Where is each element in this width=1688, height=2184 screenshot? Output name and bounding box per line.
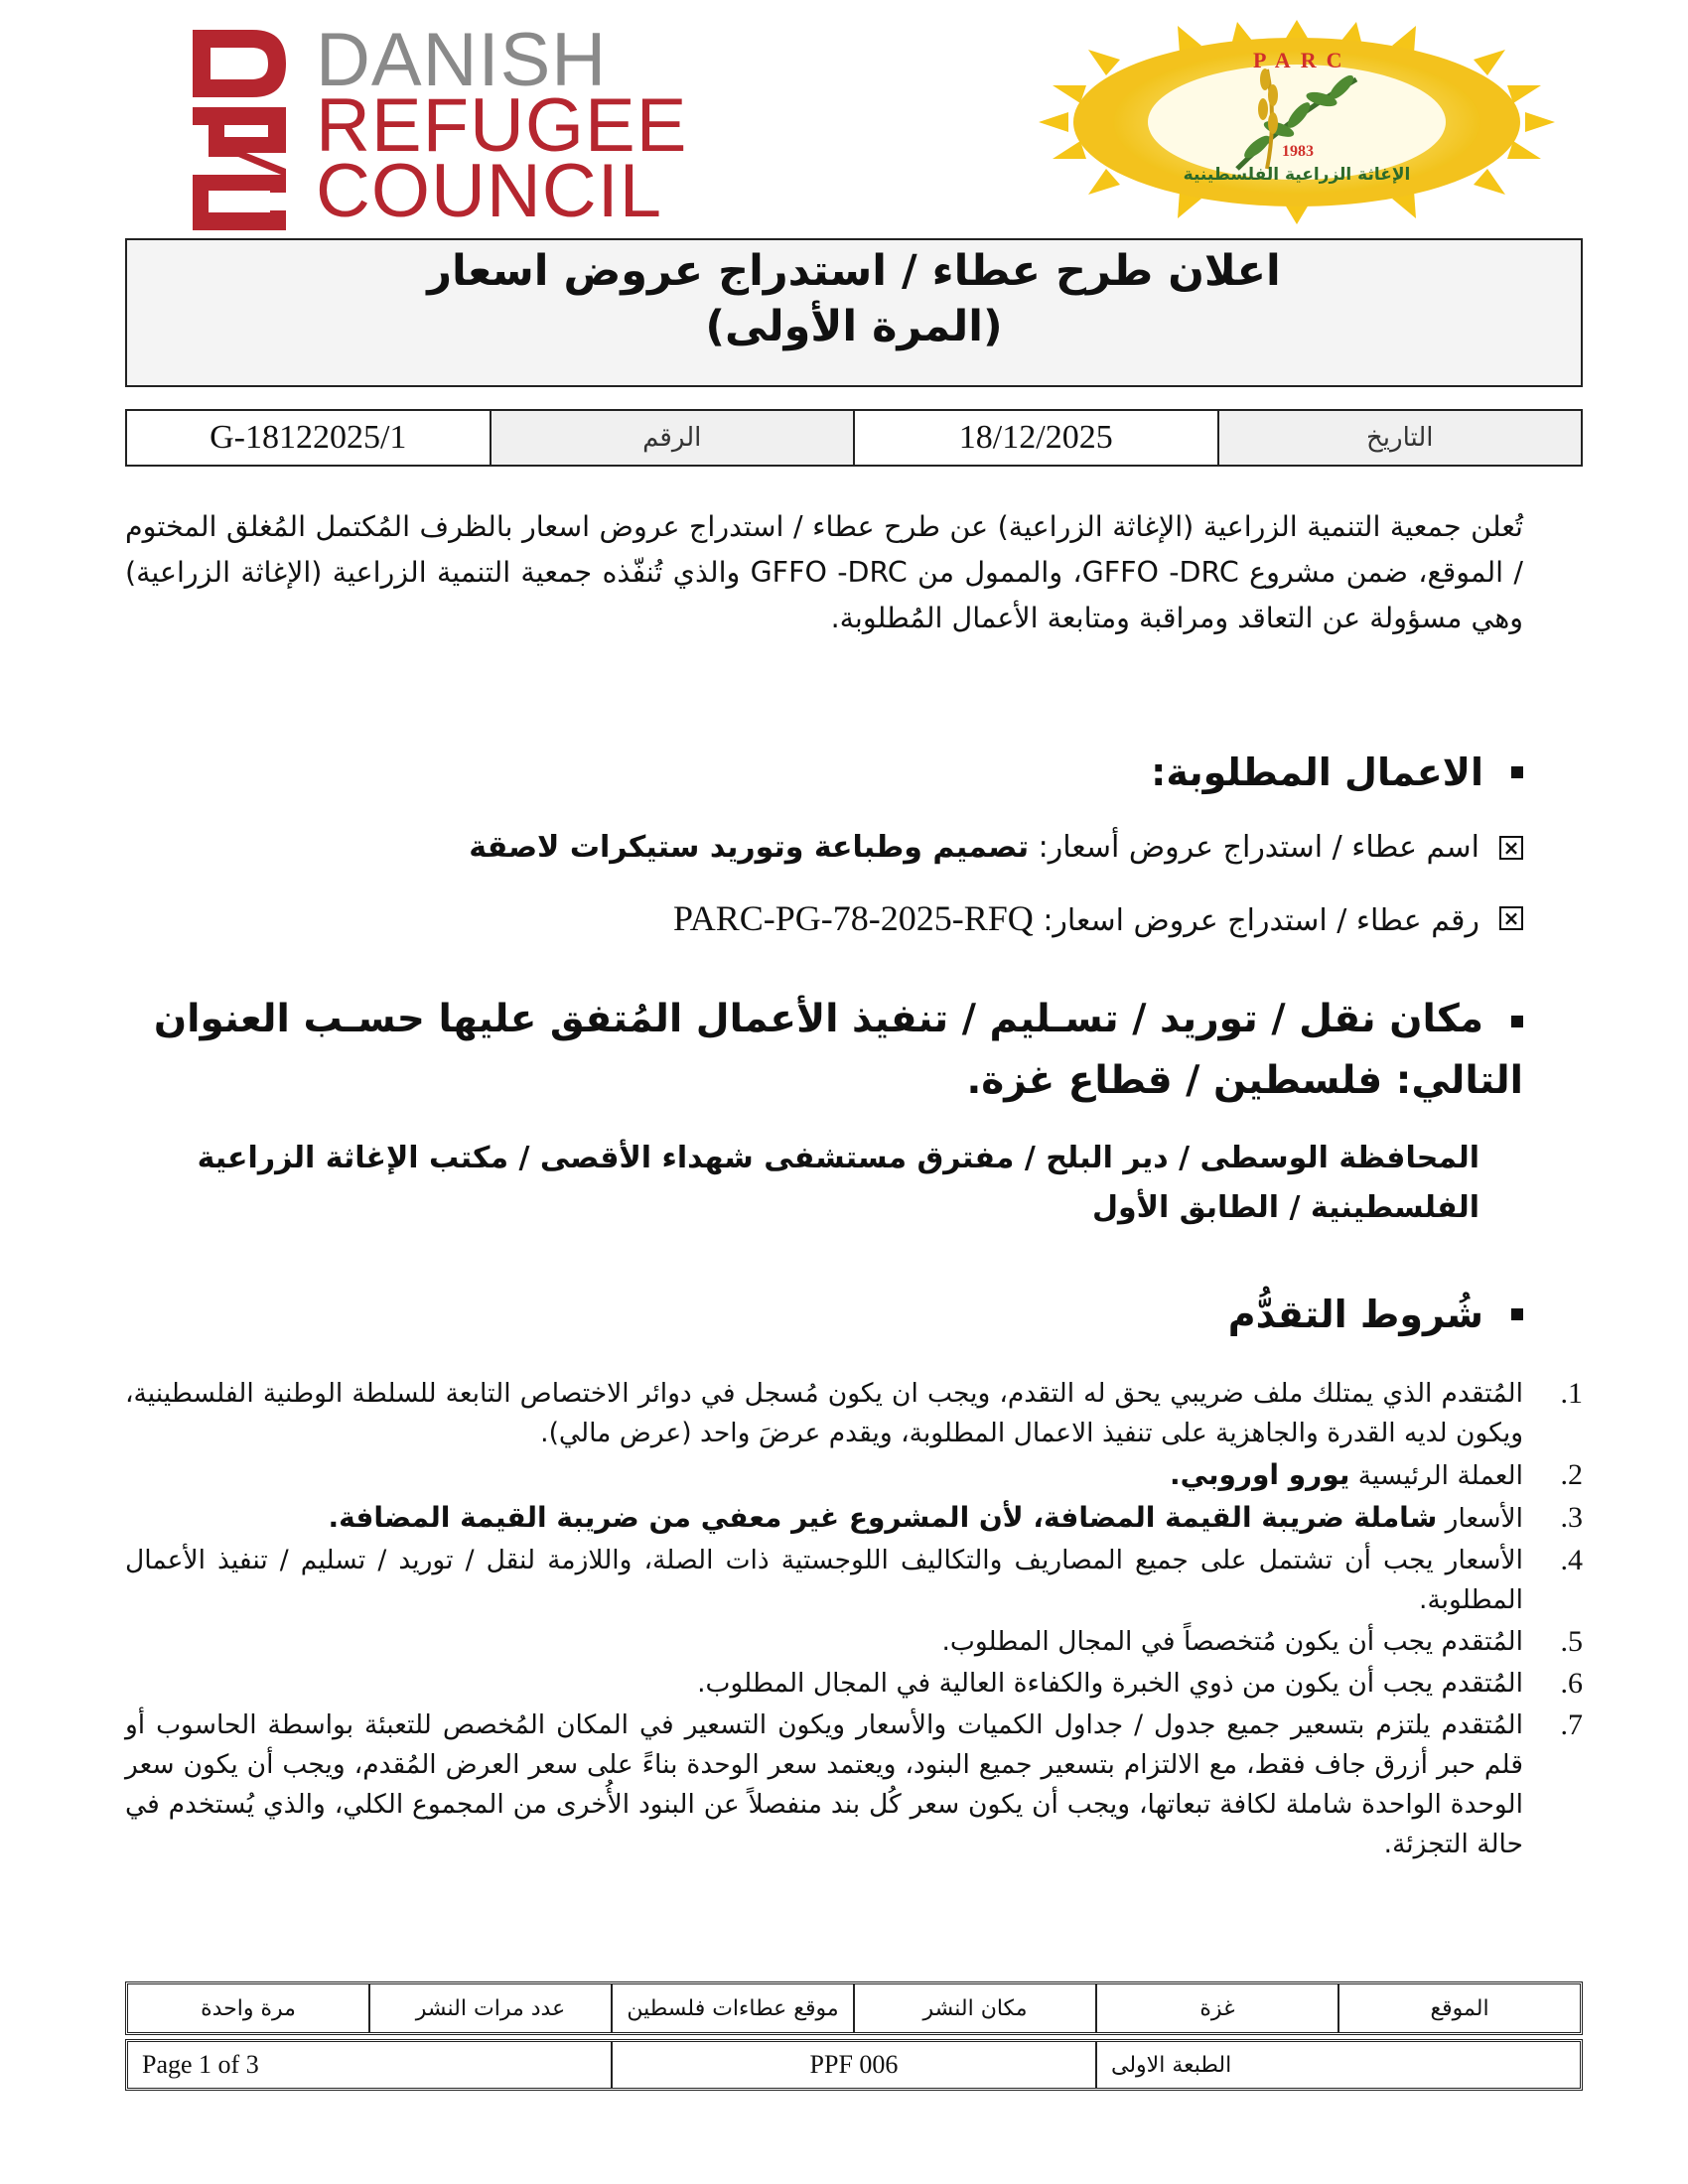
number-value: G-18122025/1 — [210, 419, 407, 456]
works-heading — [1151, 751, 1523, 794]
condition-item — [125, 1455, 1583, 1496]
condition-bold-text: يورو اوروبي. — [1170, 1458, 1350, 1491]
square-bullet-icon — [1511, 1016, 1523, 1027]
condition-text: العملة الرئيسية — [1349, 1460, 1523, 1491]
checkbox-icon: × — [1499, 836, 1523, 860]
drc-word-council: COUNCIL — [316, 149, 663, 233]
form-code: PPF 006 — [611, 2042, 1095, 2088]
parc-logo — [1029, 20, 1565, 224]
page-number: Page 1 of 3 — [142, 2050, 259, 2079]
works-heading-text: الاعمال المطلوبة: — [1151, 751, 1483, 794]
announcement-subtitle: (المرة الأولى) — [705, 302, 1003, 351]
conditions-heading-text: شُروط التقدُّم — [1227, 1293, 1483, 1336]
parc-year: 1983 — [1282, 143, 1314, 160]
condition-number: 7. — [1560, 1708, 1583, 1741]
condition-number: 5. — [1560, 1625, 1583, 1658]
drc-mark-icon — [185, 26, 294, 230]
conditions-list — [125, 1374, 1583, 1866]
condition-item — [125, 1498, 1583, 1539]
number-label: الرقم — [490, 411, 854, 465]
condition-item — [125, 1541, 1583, 1620]
condition-number: 6. — [1560, 1667, 1583, 1700]
location-address: المحافظة الوسطى / دير البلح / مفترق مستشفى شهداء الأقصى / مكتب الإغاثة الزراعية الفلسطينية / الطابق الأول — [197, 1141, 1479, 1225]
condition-text: الأسعار يجب أن تشتمل على جميع المصاريف والتكاليف اللوجستية ذات الصلة، واللازمة لنقل / توريد / تسليم / تنفيذ الأعمال المطلوبة. — [125, 1545, 1523, 1615]
date-value: 18/12/2025 — [853, 411, 1217, 465]
square-bullet-icon — [1511, 766, 1523, 778]
condition-item — [125, 1664, 1583, 1704]
condition-number: 4. — [1560, 1544, 1583, 1576]
document-footer-table — [125, 2039, 1583, 2091]
tender-number-line — [673, 897, 1523, 939]
location-heading — [113, 989, 1523, 1112]
edition-label: الطبعة الاولى — [1095, 2042, 1580, 2088]
condition-text: المُتقدم يجب أن يكون مُتخصصاً في المجال المطلوب. — [941, 1626, 1523, 1657]
condition-bold-text: شاملة ضريبة القيمة المضافة، لأن المشروع غير معفي من ضريبة القيمة المضافة. — [328, 1501, 1438, 1534]
checkbox-icon: × — [1499, 906, 1523, 930]
square-bullet-icon — [1511, 1308, 1523, 1320]
footer-cell: عدد مرات النشر — [368, 1984, 611, 2032]
parc-arabic-name: الإغاثة الزراعية الفلسطينية — [1183, 165, 1411, 185]
tender-number-value: PARC-PG-78-2025-RFQ — [673, 898, 1034, 938]
parc-name: PARC — [1253, 48, 1352, 72]
announcement-title-box — [125, 238, 1583, 387]
location-heading-text: مكان نقل / توريد / تسـليم / تنفيذ الأعمال المُتفق عليها حسـب العنوان التالي: فلسطين / قطاع غزة. — [153, 997, 1523, 1103]
drc-wordmark — [316, 18, 688, 233]
tender-name-label: اسم عطاء / استدراج عروض أسعار: — [1038, 830, 1479, 865]
condition-number: 3. — [1560, 1501, 1583, 1534]
condition-text: المُتقدم يلتزم بتسعير جميع جدول / جداول الكميات والأسعار ويكون التسعير في المكان المُخصص للتعبئة بواسطة الحاسوب أو قلم حبر أزرق جاف فقط، مع الالتزام بتسعير جميع البنود، ويعتمد سعر الوحدة بناءً على سعر العرض المُقدم، ويجب أن يكون سعر الوحدة الواحدة شاملة لكافة تبعاتها، ويجب أن يكون سعر كُل بند منفصلاً عن البنود الأُخرى من المجموع الكلي، والذي يُستخدم في حالة التجزئة. — [125, 1709, 1523, 1859]
tender-name-value: تصميم وطباعة وتوريد ستيكرات لاصقة — [469, 830, 1030, 865]
meta-table — [125, 409, 1583, 467]
footer-cell: غزة — [1095, 1984, 1337, 2032]
intro-paragraph: تُعلن جمعية التنمية الزراعية (الإغاثة الزراعية) عن طرح عطاء / استدراج عروض اسعار بالظرف المُكتمل المُغلق المختوم / الموقع، ضمن مشروع GFFO -DRC، والممول من GFFO -DRC والذي تُنفّذه جمعية التنمية الزراعية (الإغاثة الزراعية) وهي مسؤولة عن التعاقد ومراقبة ومتابعة الأعمال المُطلوبة. — [125, 510, 1523, 634]
footer-cell: مكان النشر — [853, 1984, 1095, 2032]
condition-number: 1. — [1560, 1377, 1583, 1410]
tender-name-line — [469, 830, 1523, 865]
date-label: التاريخ — [1217, 411, 1582, 465]
footer-cell: موقع عطاءات فلسطين — [611, 1984, 853, 2032]
condition-number: 2. — [1560, 1458, 1583, 1491]
tender-number-label: رقم عطاء / استدراج عروض اسعار: — [1043, 903, 1479, 938]
announcement-title: اعلان طرح عطاء / استدراج عروض اسعار — [427, 246, 1281, 296]
condition-text: الأسعار — [1437, 1503, 1523, 1534]
condition-item — [125, 1706, 1583, 1864]
condition-item — [125, 1622, 1583, 1662]
condition-text: المُتقدم يجب أن يكون من ذوي الخبرة والكفاءة العالية في المجال المطلوب. — [697, 1668, 1523, 1699]
footer-cell: مرة واحدة — [201, 1995, 296, 2021]
condition-item — [125, 1374, 1583, 1453]
conditions-heading — [1228, 1293, 1523, 1336]
drc-word-refugee: REFUGEE — [316, 83, 688, 168]
condition-text: المُتقدم الذي يمتلك ملف ضريبي يحق له التقدم، ويجب ان يكون مُسجل في دوائر الاختصاص التابعة للسلطة الوطنية الفلسطينية، ويكون لديه القدرة والجاهزية على تنفيذ الاعمال المطلوبة، ويقدم عرضَ واحد (عرض مالي). — [125, 1378, 1523, 1448]
publication-info-table — [125, 1981, 1583, 2035]
footer-cell: الموقع — [1337, 1984, 1580, 2032]
drc-logo — [185, 18, 741, 234]
drc-word-danish: DANISH — [316, 18, 608, 102]
